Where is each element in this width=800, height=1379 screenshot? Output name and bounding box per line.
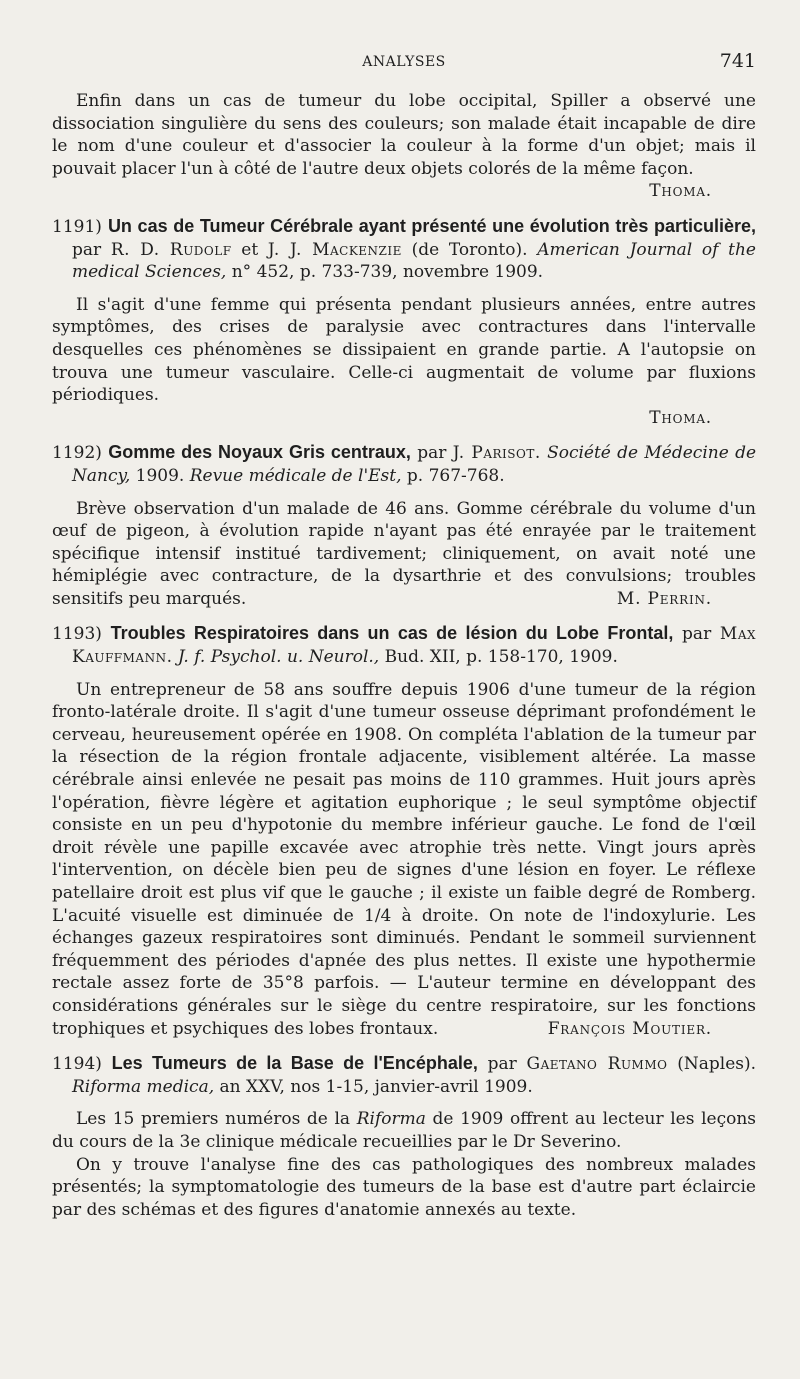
entry-1192 bbox=[52, 441, 756, 610]
entry-body bbox=[52, 498, 756, 611]
author: J. J. Mackenzie bbox=[267, 239, 402, 260]
reference: Bud. XII, p. 158-170, 1909. bbox=[384, 647, 618, 668]
authors-prefix: par bbox=[487, 1054, 517, 1075]
entry-1191 bbox=[52, 215, 756, 429]
entry-body bbox=[52, 679, 756, 1041]
authors-prefix: par bbox=[72, 239, 102, 260]
entry-body-text: Un entrepreneur de 58 ans souffre depuis 1906 d'une tumeur de la région fronto-latérale droite. Il s'agit d'une tumeur osseuse déprimant profondément le cerveau, heureusement opérée en 1908. On compléta l'ablation de la tumeur par la résection de la région frontale adjacente, visiblement altérée. La masse cérébrale ainsi enlevée ne pesait pas moins de 110 grammes. Huit jours après l'opération, fièvre légère et agitation euphorique ; le seul symptôme objectif consiste en un peu d'hypotonie du membre inférieur gauche. Le fond de l'œil droit révèle une papille excavée avec atrophie très nette. Vingt jours après l'intervention, on décèle bien peu de signes d'une lésion en foyer. Le réflexe patellaire droit est plus vif que le gauche ; il existe un faible degré de Romberg. L'acuité visuelle est diminuée de 1/4 à droite. On note de l'indoxylurie. Les échanges gazeux respiratoires sont diminués. Pendant le sommeil surviennent fréquemment des périodes d'apnée des plus nettes. Il existe une hypothermie rectale assez forte de 35°8 parfois. — L'auteur termine en développant des considérations générales sur le siège du centre respiratoire, sur les fonctions trophiques et psychiques des lobes frontaux. bbox=[52, 679, 756, 1039]
entry-1194 bbox=[52, 1052, 756, 1221]
entry-title: Un cas de Tumeur Cérébrale ayant présenté une évolution très particulière, bbox=[107, 215, 757, 236]
entry-body-text: Les 15 premiers numéros de la bbox=[76, 1109, 351, 1130]
entry-body: Il s'agit d'une femme qui présenta pendant plusieurs années, entre autres symptômes, des crises de paralysie avec contractures dans l'intervalle desquelles ces phénomènes se dissipaient en grande partie. A l'autopsie on trouva une tumeur vasculaire. Celle-ci augmentait de volume par fluxions périodiques. bbox=[52, 294, 756, 406]
author: R. D. Rudolf bbox=[110, 239, 232, 260]
journal-year: 1909. bbox=[135, 465, 185, 486]
journal-name: Société de Médecine de Nancy, bbox=[72, 443, 757, 486]
entry-body-text: de 1909 offrent au lecteur les leçons du cours de la 3e clinique médicale recueillies par le Dr Severino. bbox=[52, 1109, 756, 1152]
journal-name: American Journal of the medical Sciences, bbox=[72, 239, 756, 283]
entry-body-text: Brève observation d'un malade de 46 ans. Gomme cérébrale du volume d'un œuf de pigeon, à évolution rapide n'ayant pas été enrayée par le traitement spécifique intensif institué tardivement; cliniquement, on avait noté une hémiplégie avec contracture, de la dysarthrie et des convulsions; troubles sensitifs peu marqués. bbox=[52, 498, 756, 609]
reference: n° 452, p. 733-739, novembre 1909. bbox=[231, 262, 544, 283]
reference: an XXV, nos 1-15, janvier-avril 1909. bbox=[219, 1076, 533, 1097]
author: J. Parisot. bbox=[452, 443, 541, 464]
entry-signature: M. Perrin. bbox=[616, 588, 712, 609]
conjunction: et bbox=[241, 239, 259, 260]
entry-title: Gomme des Noyaux Gris centraux, bbox=[108, 442, 411, 463]
entry-number: 1192) bbox=[52, 443, 102, 464]
intro-paragraph: Enfin dans un cas de tumeur du lobe occipital, Spiller a observé une dissociation singulière du sens des couleurs; son malade était incapable de dire le nom d'une couleur et d'associer la couleur à la forme d'un objet; mais il pouvait placer l'un à côté de l'autre deux objets colorés de la même façon. bbox=[52, 91, 756, 179]
entry-heading bbox=[52, 441, 756, 487]
reference: p. 767-768. bbox=[406, 465, 505, 486]
entry-title: Les Tumeurs de la Base de l'Encéphale, bbox=[111, 1053, 478, 1074]
authors-prefix: par bbox=[682, 624, 712, 645]
authors-prefix: par bbox=[417, 443, 447, 464]
entry-heading bbox=[52, 1052, 756, 1098]
entry-1193 bbox=[52, 622, 756, 1040]
entry-title: Troubles Respiratoires dans un cas de lésion du Lobe Frontal, bbox=[110, 623, 674, 644]
journal-name: Riforma bbox=[356, 1109, 426, 1130]
entry-number: 1194) bbox=[52, 1054, 102, 1075]
entry-signature: François Moutier. bbox=[547, 1018, 712, 1039]
entry-body: On y trouve l'analyse fine des cas pathologiques des nombreux malades présentés; la symptomatologie des tumeurs de la base est d'autre part éclaircie par des schémas et des figures d'anatomie annexés au texte. bbox=[52, 1154, 756, 1220]
journal-name: Riforma medica, bbox=[72, 1076, 215, 1097]
entry-heading bbox=[52, 622, 756, 668]
entry-body bbox=[52, 1108, 756, 1153]
page-number: 741 bbox=[719, 50, 756, 72]
intro-signature: Thoma. bbox=[649, 181, 712, 202]
entry-number: 1193) bbox=[52, 624, 102, 645]
running-title: ANALYSES bbox=[362, 54, 446, 70]
affiliation: (Naples). bbox=[677, 1054, 757, 1075]
entry-heading bbox=[52, 215, 756, 284]
entry-signature: Thoma. bbox=[649, 407, 712, 428]
page-content bbox=[52, 90, 756, 1221]
page-header bbox=[52, 50, 756, 74]
author: Gaetano Rummo bbox=[526, 1054, 668, 1075]
affiliation: (de Toronto). bbox=[411, 239, 528, 260]
author: Max Kauffmann. bbox=[72, 624, 757, 668]
journal-name: J. f. Psychol. u. Neurol., bbox=[177, 647, 380, 668]
journal-name: Revue médicale de l'Est, bbox=[189, 465, 402, 486]
entry-number: 1191) bbox=[52, 216, 102, 237]
